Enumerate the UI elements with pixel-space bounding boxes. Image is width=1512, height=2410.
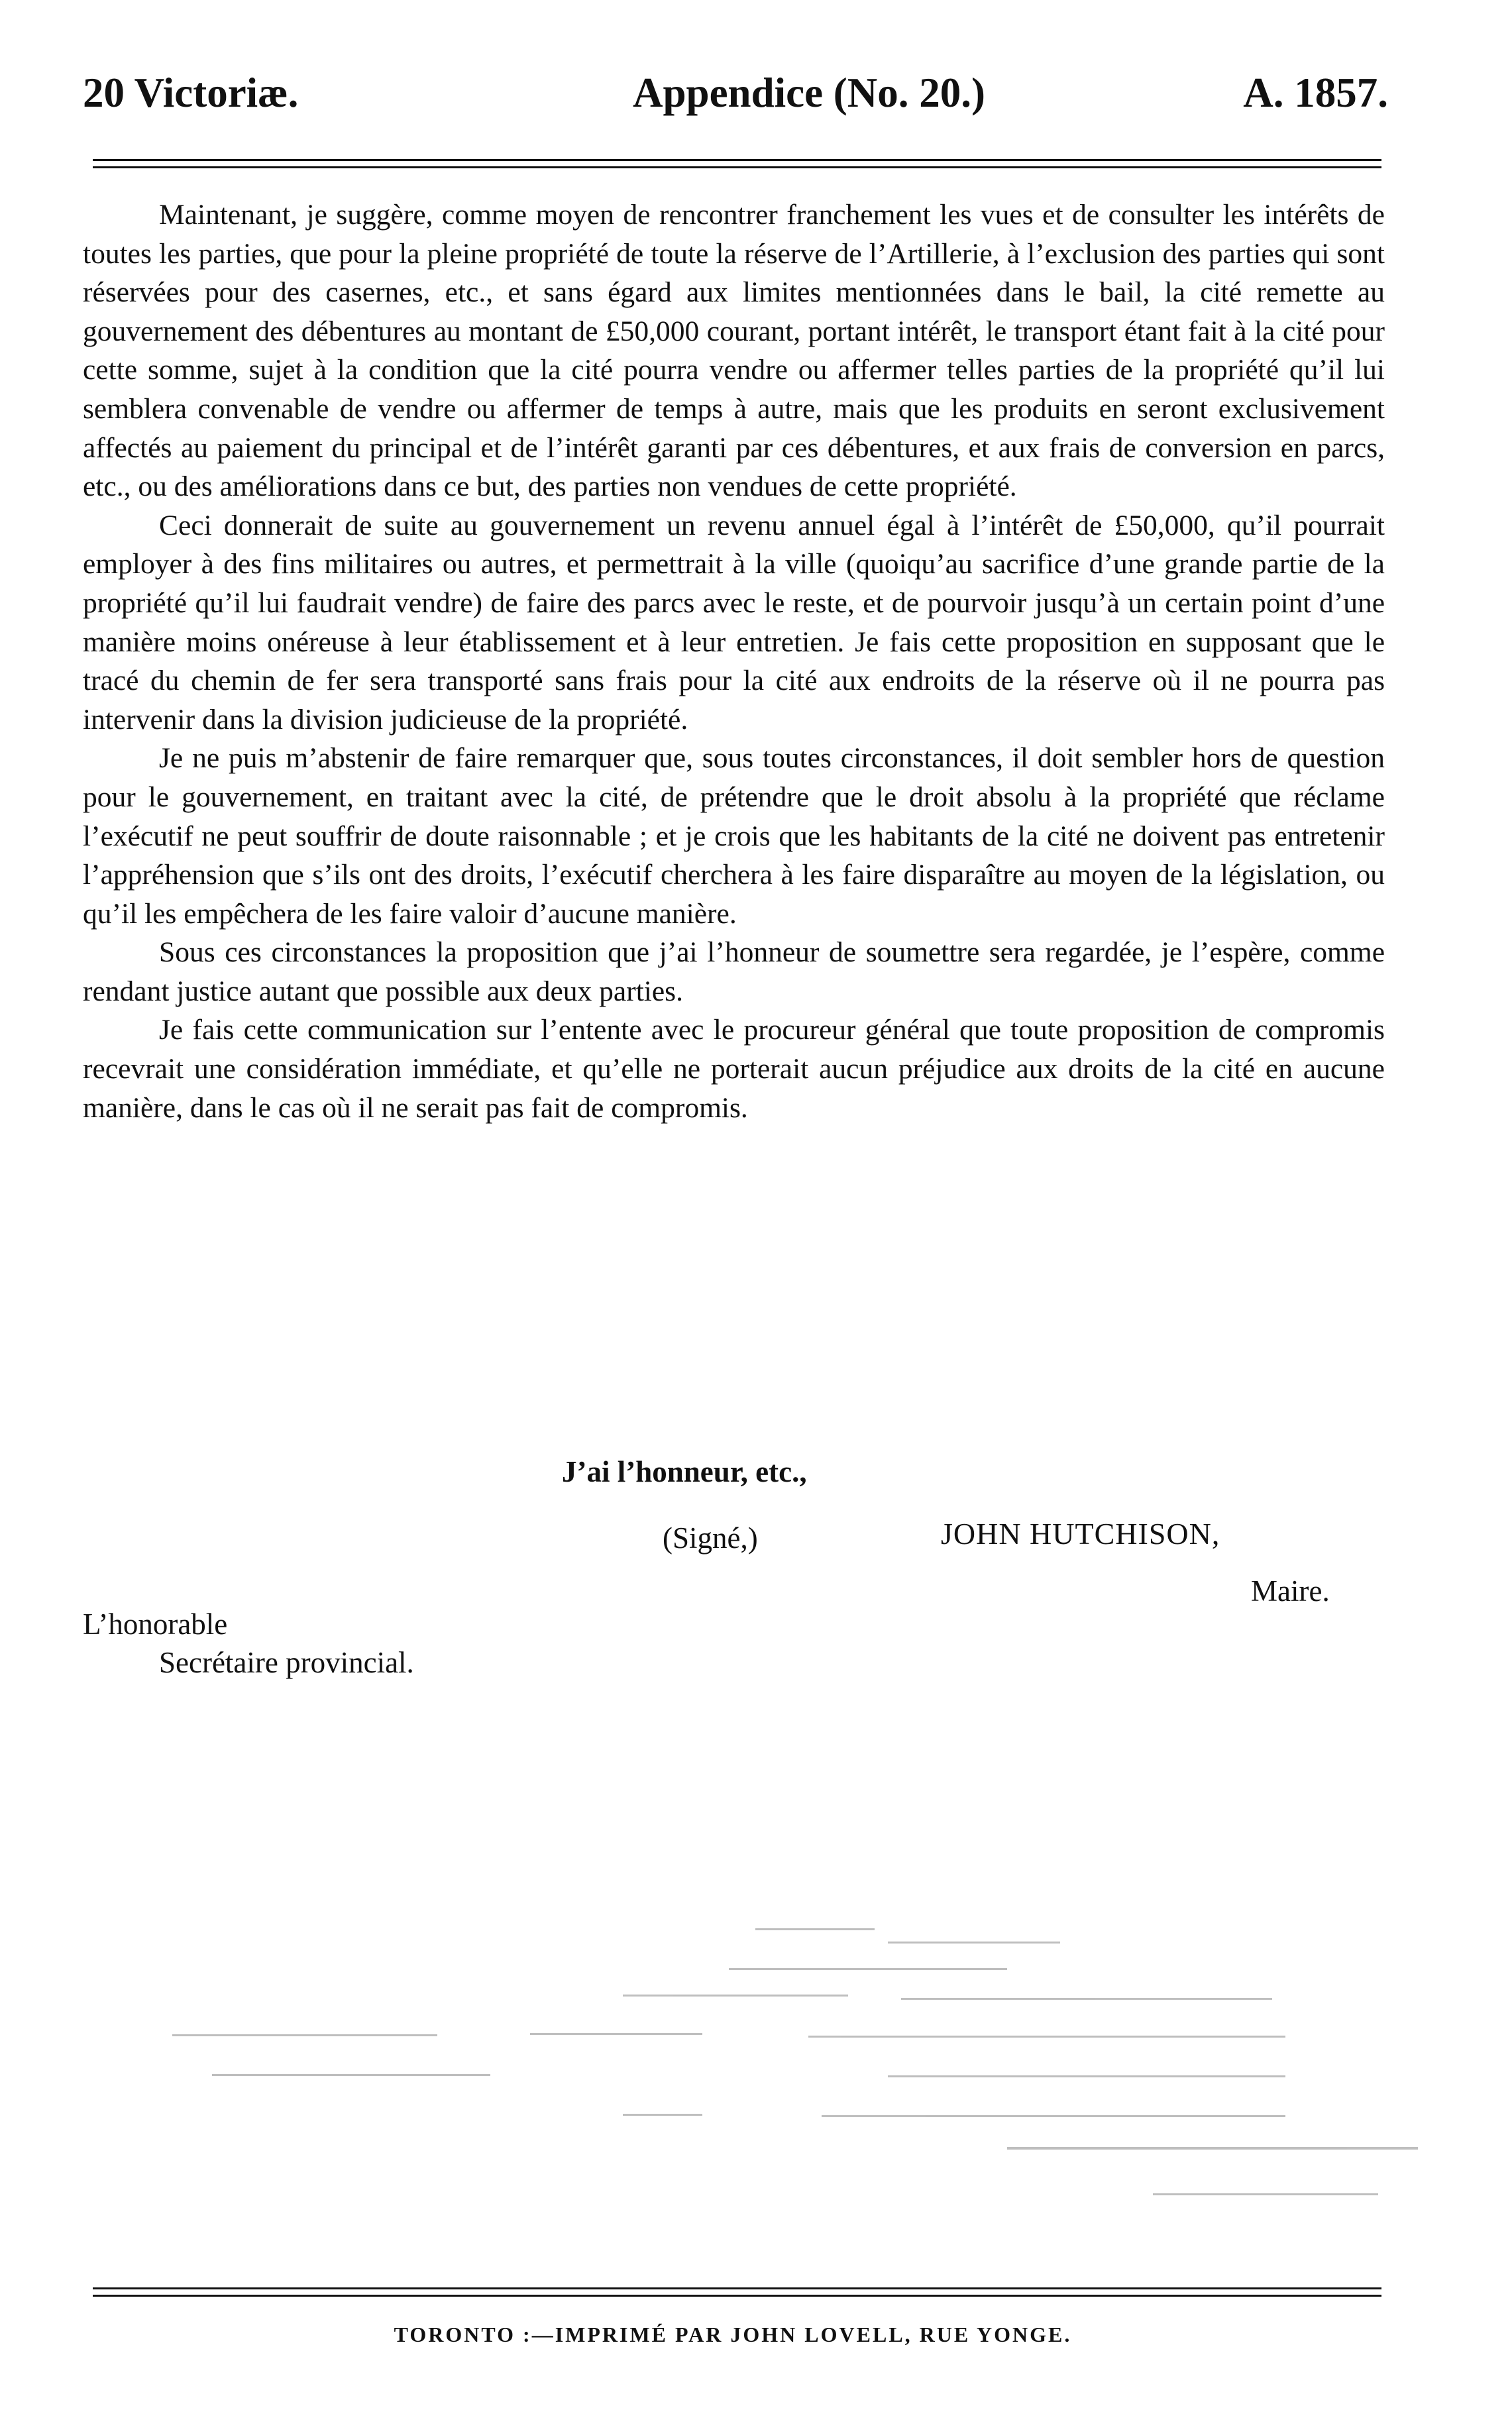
signed-label: (Signé,) [663,1521,758,1555]
addressee-line-2: Secrétaire provincial. [159,1646,414,1679]
closing-line: J’ai l’honneur, etc., [562,1455,807,1488]
letter-body [83,195,1385,1127]
printer-imprint [0,2323,1512,2347]
header-session: 20 Victoriæ. [83,70,299,116]
printer-imprint-text: TORONTO :—IMPRIMÉ PAR JOHN LOVELL, RUE YONGE. [394,2323,1072,2346]
paragraph: Je ne puis m’abstenir de faire remarquer que, sous toutes circonstances, il doit sembler hors de question pour le gouvernement, en traitant avec la cité, de prétendre que le droit absolu à la propriété que réclame l’exécutif ne peut souffrir de doute raisonnable ; et je crois que les habitants de la cité ne doivent pas entretenir l’appréhension que s’ils ont des droits, l’exécutif cherchera à les faire disparaître au moyen de la législation, ou qu’il les empêchera de les faire valoir d’aucune manière. [83,742,1385,930]
paragraph: Maintenant, je suggère, comme moyen de rencontrer franchement les vues et de consulter les intérêts de toutes les parties, que pour la pleine propriété de toute la réserve de l’Artillerie, à l’exclusion des parties qui sont réservées pour des casernes, etc., et sans égard aux limites mentionnées dans le bail, la cité remette au gouvernement des débentures au montant de £50,000 courant, portant intérêt, le transport étant fait à la cité pour cette somme, sujet à la condition que la cité pourra vendre ou affermer telles parties de la propriété qu’il lui semblera convenable de vendre ou affermer de temps à autre, mais que les produits en seront exclusivement affectés au paiement du principal et de l’intérêt garanti par ces débentures, et aux frais de conversion en parcs, etc., ou des améliorations dans ce but, des parties non vendues de cette propriété. [83,199,1385,503]
paragraph: Sous ces circonstances la proposition que j’ai l’honneur de soumettre sera regardée, je l’espère, comme rendant justice autant que possible aux deux parties. [83,936,1385,1007]
header-appendix: Appendice (No. 20.) [633,70,985,116]
signer-title: Maire. [1251,1574,1330,1608]
addressee-line-1: L’honorable [83,1608,228,1641]
footer-rule [93,2287,1381,2297]
page-header [83,63,1415,123]
header-year: A. 1857. [1243,70,1388,116]
paragraph: Je fais cette communication sur l’entente avec le procureur général que toute proposition de compromis recevrait une considération immédiate, et qu’elle ne porterait aucun préjudice aux droits de la cité en aucune manière, dans le cas où il ne serait pas fait de compromis. [83,1014,1385,1124]
show-through-speckles [159,1922,1458,2266]
header-rule [93,159,1381,168]
paragraph: Ceci donnerait de suite au gouvernement un revenu annuel égal à l’intérêt de £50,000, qu’il pourrait employer à des fins militaires ou autres, et permettrait à la ville (quoiqu’au sacrifice d’une grande partie de la propriété qu’il lui faudrait vendre) de faire des parcs avec le reste, et de pourvoir jusqu’à un certain point d’une manière moins onéreuse à leur établissement et à leur entretien. Je fais cette proposition en supposant que le tracé du chemin de fer sera transporté sans frais pour la cité aux endroits de la réserve où il ne pourra pas intervenir dans la division judicieuse de la propriété. [83,509,1385,736]
signer-name: JOHN HUTCHISON, [941,1517,1220,1551]
